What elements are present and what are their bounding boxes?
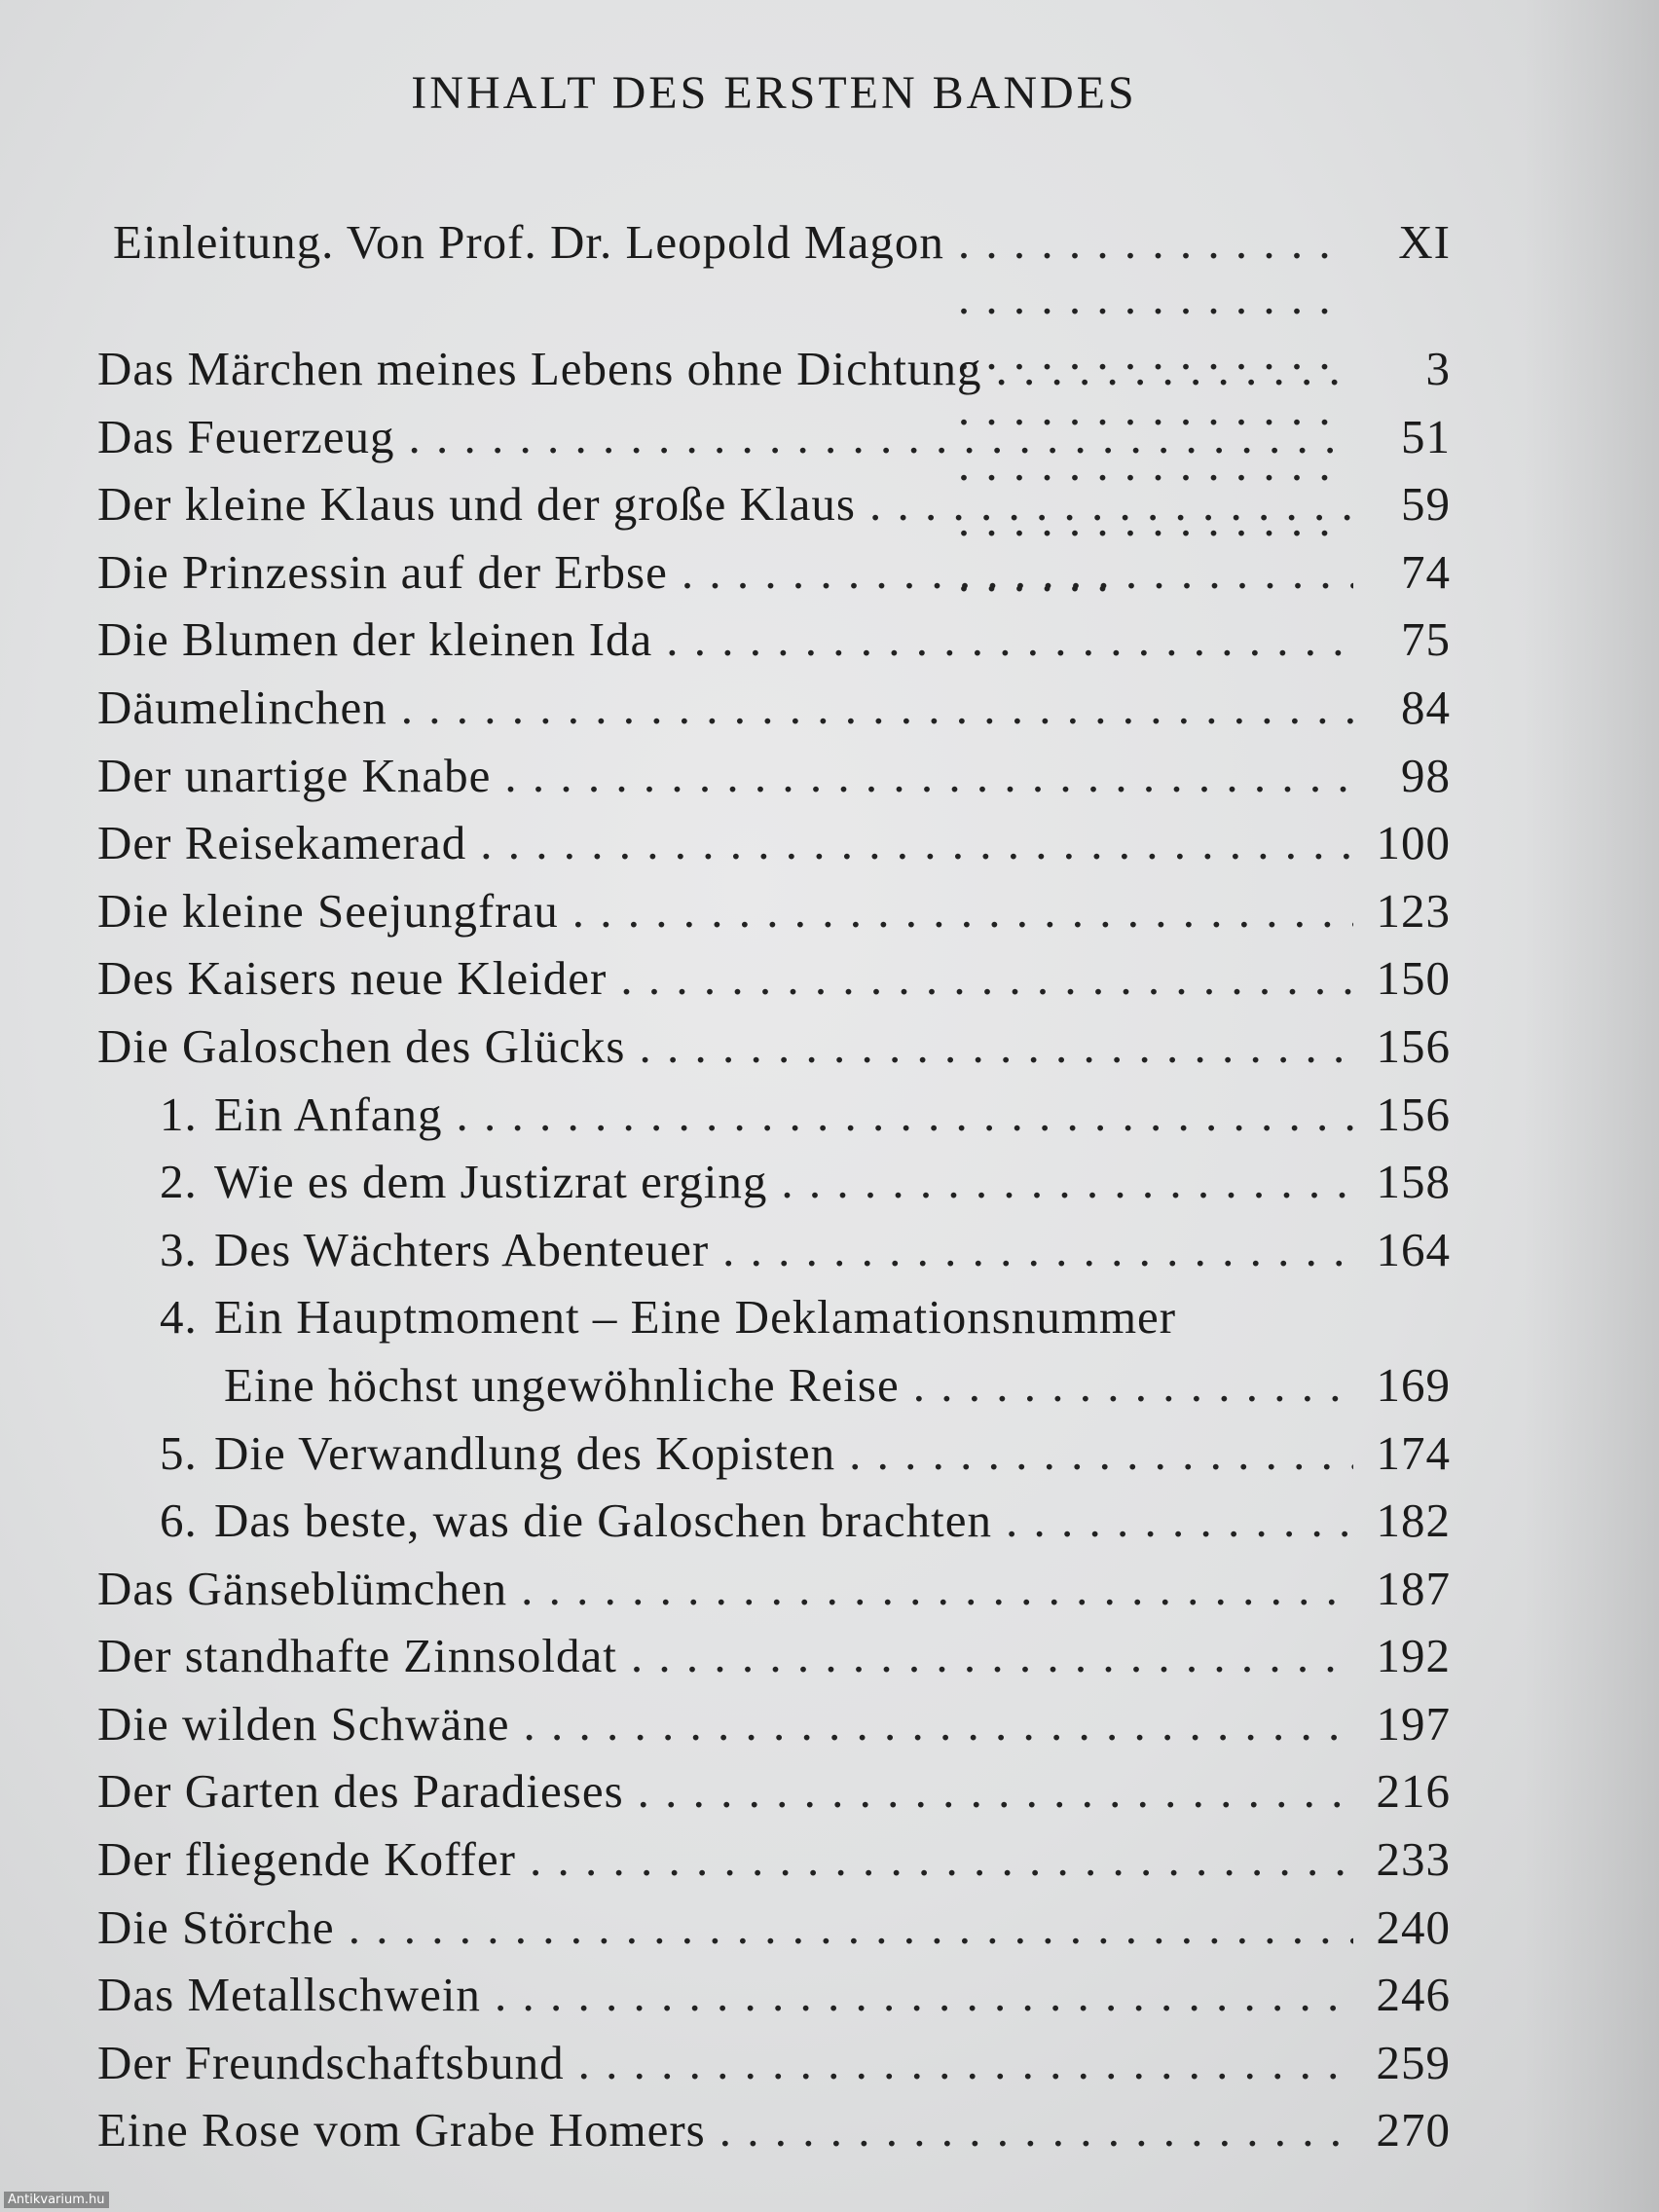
dot-leader (781, 1154, 1353, 1209)
toc-entry-label: Die Verwandlung des Kopisten (214, 1425, 836, 1480)
toc-entry-label: Der standhafte Zinnsoldat (97, 1629, 617, 1683)
toc-entry-label: Der unartige Knabe (97, 748, 492, 802)
dot-leader (849, 1425, 1353, 1481)
toc-entry-label: Die wilden Schwäne (97, 1696, 510, 1751)
dot-leader (521, 1561, 1353, 1616)
toc-entry (97, 2102, 1451, 2170)
toc-entry-label: Der Garten des Paradieses (97, 1764, 624, 1819)
toc-entry-label: Der Reisekamerad (97, 816, 467, 870)
dot-leader (480, 815, 1353, 870)
dot-leader (719, 2102, 1353, 2157)
toc-page-number: 150 (1376, 951, 1451, 1006)
toc-sub-number: 5. (160, 1425, 198, 1480)
toc-entry-label: Des Wächters Abenteuer (214, 1222, 710, 1276)
toc-entry (97, 883, 1451, 951)
dot-leader (409, 409, 1353, 464)
toc-sub-entry (97, 1154, 1451, 1222)
toc-entry (97, 680, 1451, 748)
toc-entry-label: Die Störche (97, 1899, 335, 1954)
toc-page-number: 164 (1376, 1222, 1451, 1276)
toc-page-number: XI (1398, 215, 1451, 269)
toc-entry-label: Däumelinchen (97, 680, 387, 734)
toc-page-number: 3 (1425, 342, 1451, 395)
toc-entry (97, 950, 1451, 1018)
toc-entry-label: Der fliegende Koffer (97, 1832, 516, 1887)
toc-entry-label: Das Metallschwein (97, 1968, 481, 2022)
dot-leader (530, 1831, 1353, 1887)
dot-leader (682, 544, 1353, 600)
toc-entry-label: Das Feuerzeug (97, 409, 395, 463)
dot-leader (869, 476, 1353, 532)
toc-sub-entry (97, 1222, 1451, 1290)
toc-page-number: 123 (1376, 883, 1451, 938)
toc-page-number: 74 (1401, 544, 1451, 599)
toc-page-number: 158 (1376, 1155, 1451, 1209)
toc-page-number: 100 (1376, 816, 1451, 870)
toc-page-number: 187 (1376, 1561, 1451, 1615)
toc-page-number: 169 (1376, 1357, 1451, 1412)
toc-entry (97, 1899, 1451, 1968)
toc-entries-main (97, 341, 1451, 1087)
toc-entry (97, 1628, 1451, 1696)
toc-entries-after (97, 1561, 1451, 2170)
toc-sub-number: 1. (160, 1087, 198, 1141)
dot-leader (1006, 1493, 1353, 1548)
toc-page-number: 246 (1376, 1968, 1451, 2022)
toc-sub-number: 2. (160, 1155, 198, 1209)
toc-page-number: 192 (1376, 1629, 1451, 1683)
table-of-contents (97, 214, 1451, 2170)
toc-entry (97, 1831, 1451, 1899)
toc-entry-label: Die Galoschen des Glücks (97, 1018, 626, 1073)
dot-leader (913, 1357, 1353, 1413)
toc-sub-number: 4. (160, 1290, 198, 1345)
dot-leader (620, 950, 1353, 1006)
dot-leader (722, 1222, 1353, 1277)
toc-sub-number: 3. (160, 1222, 198, 1276)
toc-entry-label: Das Märchen meines Lebens ohne Dichtung (97, 342, 982, 395)
page-title: INHALT DES ERSTEN BANDES (411, 67, 1137, 119)
toc-sub-entry (97, 1493, 1451, 1561)
dot-leader (349, 1899, 1353, 1955)
toc-intro-row (113, 214, 1451, 282)
toc-entry (97, 1696, 1451, 1764)
dot-leader (495, 1967, 1353, 2022)
toc-entry-label: Die kleine Seejungfrau (97, 883, 559, 938)
toc-page-number: 84 (1401, 680, 1451, 734)
toc-page-number: 197 (1376, 1696, 1451, 1751)
toc-entry (97, 2035, 1451, 2103)
toc-entry-label: Eine höchst ungewöhnliche Reise (224, 1357, 900, 1412)
toc-page-number: 156 (1376, 1018, 1451, 1073)
toc-entry-label: Ein Anfang (214, 1087, 443, 1141)
toc-entry (97, 1763, 1451, 1831)
toc-page-number: 51 (1401, 409, 1451, 463)
toc-sub-number: 6. (160, 1493, 198, 1548)
toc-entry-label: Die Prinzessin auf der Erbse (97, 544, 668, 599)
dot-leader (524, 1696, 1354, 1751)
toc-entry-label: Der Freundschaftsbund (97, 2035, 565, 2089)
toc-entry (97, 748, 1451, 816)
toc-sub-entries (97, 1087, 1451, 1561)
toc-entry-label: Ein Hauptmoment – Eine Deklamationsnummer (214, 1290, 1177, 1345)
toc-entry (97, 1561, 1451, 1629)
watermark: Antikvarium.hu (4, 2192, 109, 2208)
toc-entry (97, 611, 1451, 680)
toc-entry-label: Das beste, was die Galoschen brachten (214, 1493, 992, 1548)
toc-entry-label: Das Gänseblümchen (97, 1561, 508, 1615)
dot-leader (639, 1018, 1353, 1074)
dot-leader (401, 680, 1353, 735)
toc-page-number: 259 (1376, 2035, 1451, 2089)
toc-entry-label: Eine Rose vom Grabe Homers (97, 2103, 706, 2157)
dot-leader (572, 883, 1353, 939)
toc-page-number: 240 (1376, 1899, 1451, 1954)
toc-page-number: 59 (1401, 477, 1451, 532)
toc-entry (97, 1018, 1451, 1087)
toc-sub-entry-continuation (97, 1357, 1451, 1425)
toc-page-number: 270 (1376, 2103, 1451, 2157)
toc-entry-label: Der kleine Klaus und der große Klaus (97, 477, 856, 532)
toc-page-number: 182 (1376, 1493, 1451, 1548)
toc-entry-label: Des Kaisers neue Kleider (97, 951, 608, 1006)
toc-sub-entry (97, 1425, 1451, 1493)
toc-sub-entry (97, 1289, 1451, 1357)
toc-entry-label: Wie es dem Justizrat erging (214, 1155, 768, 1209)
toc-page-number: 174 (1376, 1425, 1451, 1480)
toc-entry (97, 815, 1451, 883)
toc-sub-entry (97, 1087, 1451, 1155)
toc-page-number: 156 (1376, 1087, 1451, 1141)
toc-entry-label: Einleitung. Von Prof. Dr. Leopold Magon (113, 215, 944, 269)
dot-leader (457, 1087, 1353, 1142)
dot-leader (666, 611, 1353, 667)
toc-page-number: 233 (1376, 1832, 1451, 1887)
toc-entry-label: Die Blumen der kleinen Ida (97, 612, 653, 667)
toc-page-number: 98 (1401, 748, 1451, 802)
dot-leader (631, 1628, 1353, 1683)
toc-page-number: 75 (1401, 612, 1451, 667)
dot-leader (996, 341, 1354, 396)
page-shadow (1523, 0, 1659, 2212)
toc-entry (97, 1967, 1451, 2035)
dot-leader (578, 2035, 1353, 2090)
toc-page-number: 216 (1376, 1764, 1451, 1819)
dot-leader (638, 1763, 1353, 1819)
dot-leader (504, 748, 1353, 803)
